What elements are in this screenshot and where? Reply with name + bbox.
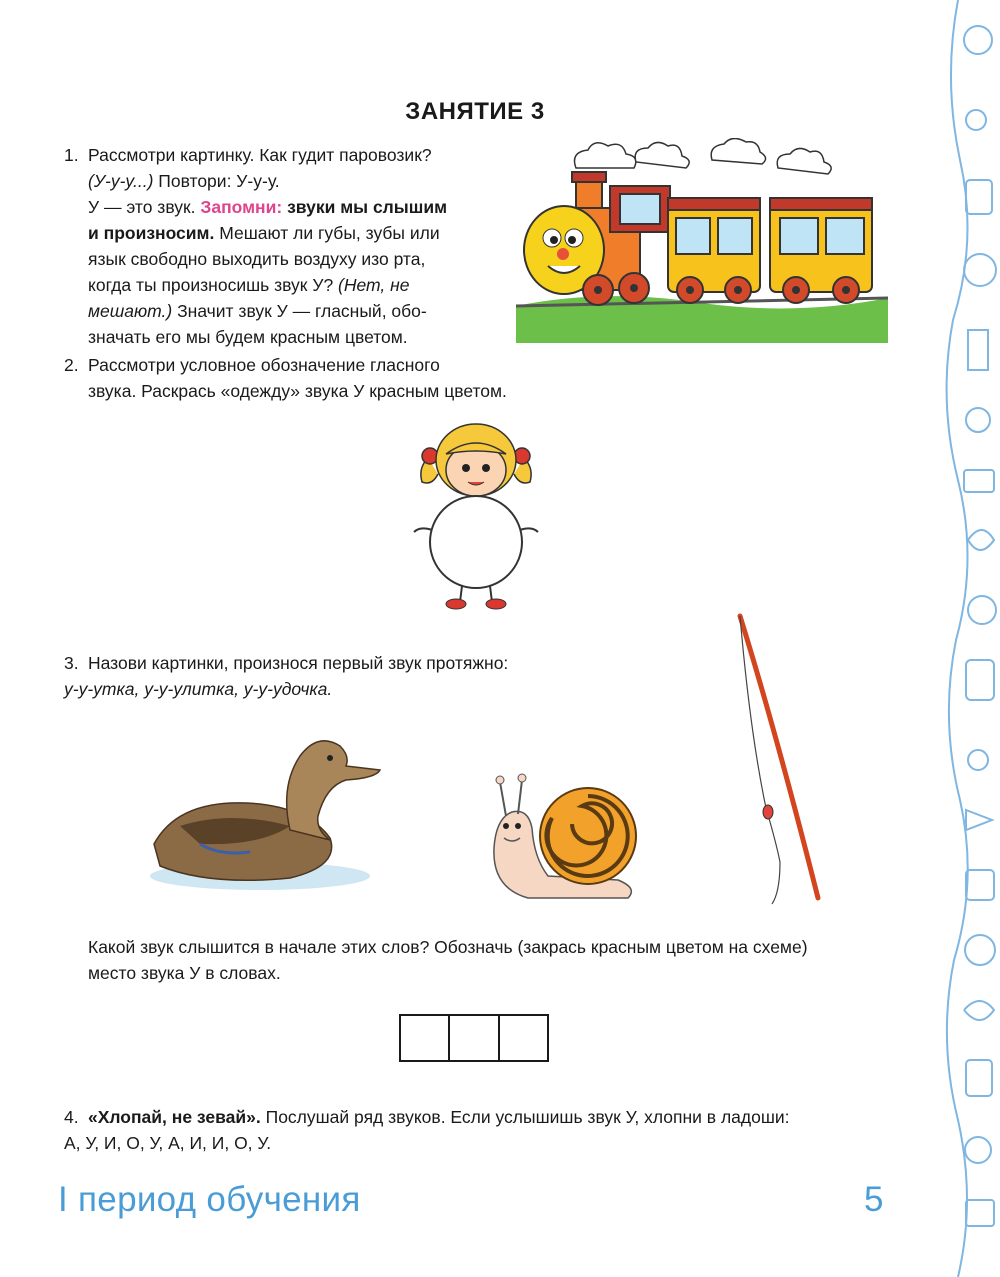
task-4 xyxy=(64,1104,908,1156)
scheme-cell-3[interactable] xyxy=(500,1016,547,1060)
lesson-title: ЗАНЯТИЕ 3 xyxy=(405,98,545,125)
task-1-line: и произносим. Мешают ли губы, зубы или xyxy=(88,223,440,243)
page-number: 5 xyxy=(864,1180,884,1219)
task-1-line: когда ты произносишь звук У? (Нет, не xyxy=(88,275,410,295)
task-2-line: звука. Раскрась «одежду» звука У красным цветом. xyxy=(88,381,507,401)
footer-section-title: I период обучения xyxy=(58,1180,361,1219)
game-title: «Хлопай, не зевай». xyxy=(88,1107,261,1127)
task-3-question-line: Какой звук слышится в начале этих слов? Обозначь (закрась красным цветом на схеме) xyxy=(88,937,808,957)
task-4-number: 4. xyxy=(64,1107,79,1127)
task-1-line: мешают.) Значит звук У — гласный, обо- xyxy=(88,301,427,321)
remember-label: Запомни: xyxy=(200,197,283,217)
task-1 xyxy=(64,142,518,350)
train-illustration xyxy=(516,138,888,343)
vowel-sound-girl-illustration xyxy=(408,420,544,612)
scheme-cell-1[interactable] xyxy=(401,1016,450,1060)
snail-illustration xyxy=(488,768,640,906)
scheme-cell-2[interactable] xyxy=(450,1016,499,1060)
fishing-rod-illustration xyxy=(736,612,826,912)
task-4-sound-series: А, У, И, О, У, А, И, И, О, У. xyxy=(64,1133,272,1153)
task-2-number: 2. xyxy=(64,355,79,375)
task-1-line: язык свободно выходить воздуху изо рта, xyxy=(88,249,426,269)
task-3 xyxy=(64,650,708,702)
task-3-question-line: место звука У в словах. xyxy=(88,963,281,983)
task-1-line: значать его мы будем красным цветом. xyxy=(88,327,408,347)
task-1-line: Рассмотри картинку. Как гудит паровозик? xyxy=(88,145,432,165)
decorative-side-strip xyxy=(938,0,1000,1277)
task-1-line: У — это звук. Запомни: звуки мы слышим xyxy=(88,197,448,217)
task-2-line: Рассмотри условное обозначение гласного xyxy=(88,355,440,375)
sound-position-scheme xyxy=(399,1014,549,1062)
task-4-line: «Хлопай, не зевай». Послушай ряд звуков. Если услышишь звук У, хлопни в ладоши: xyxy=(88,1107,790,1127)
task-1-line: (У-у-у...) Повтори: У-у-у. xyxy=(88,171,280,191)
task-3-question xyxy=(88,934,908,986)
task-3-number: 3. xyxy=(64,653,79,673)
task-3-words: у-у-утка, у-у-улитка, у-у-удочка. xyxy=(64,679,333,699)
task-3-line: Назови картинки, произнося первый звук протяжно: xyxy=(88,653,509,673)
duck-illustration xyxy=(140,726,385,896)
task-2 xyxy=(64,352,608,404)
task-1-number: 1. xyxy=(64,145,79,165)
